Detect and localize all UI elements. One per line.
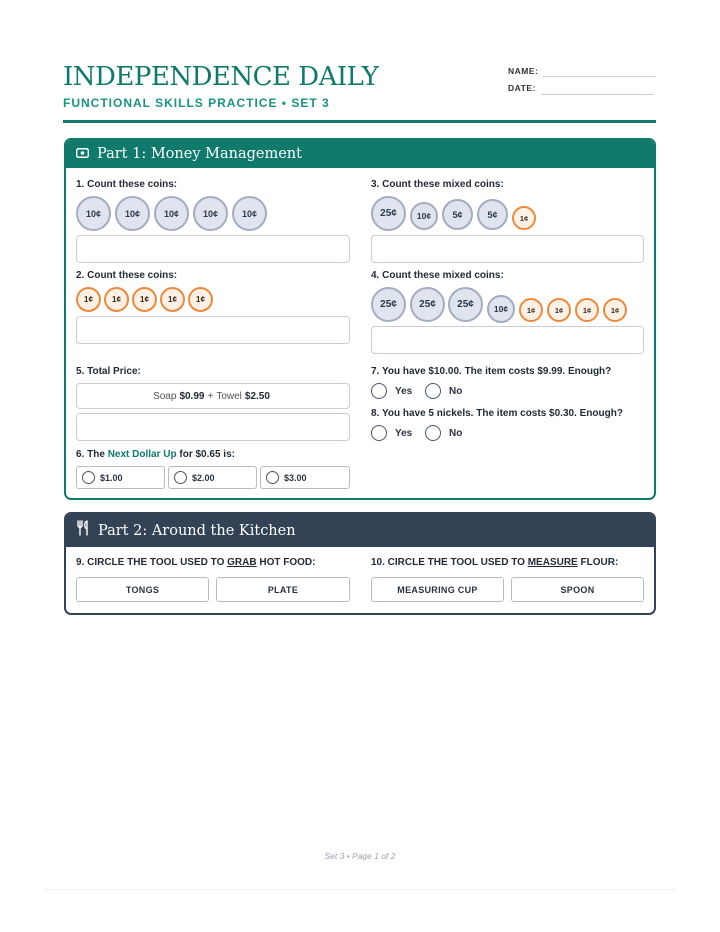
question-5-label: 5. Total Price: [76, 366, 141, 377]
coin-dime: 10¢ [115, 196, 150, 231]
coin-penny: 1¢ [512, 206, 536, 230]
keyword: MEASURE [527, 557, 578, 568]
coin-quarter: 25¢ [448, 287, 483, 322]
tool-option-plate[interactable]: PLATE [216, 577, 350, 602]
coin-quarter: 25¢ [371, 196, 406, 231]
item-name: Towel [216, 390, 242, 402]
answer-box-q4[interactable] [371, 326, 644, 354]
choice-option[interactable]: $2.00 [168, 466, 257, 489]
yes-option[interactable]: Yes [371, 383, 412, 399]
answer-box-q1[interactable] [76, 235, 350, 263]
coin-penny: 1¢ [160, 287, 185, 312]
coin-nickel: 5¢ [442, 199, 473, 230]
no-option[interactable]: No [425, 425, 462, 441]
coin-dime: 10¢ [487, 295, 515, 323]
item-price: $2.50 [244, 390, 270, 402]
worksheet-title: INDEPENDENCE DAILY [63, 62, 379, 92]
question-8-label: 8. You have 5 nickels. The item costs $0.30. Enough? [371, 408, 623, 419]
coin-penny: 1¢ [76, 287, 101, 312]
keyword: GRAB [227, 557, 257, 568]
coin-nickel: 5¢ [477, 199, 508, 230]
radio-icon [371, 383, 387, 399]
question-2-label: 2. Count these coins: [76, 270, 178, 281]
item-name: Soap [153, 390, 177, 402]
question-6-label: 6. The Next Dollar Up for $0.65 is: [76, 449, 235, 460]
date-field[interactable] [541, 94, 654, 95]
radio-icon [425, 425, 441, 441]
tool-option-tongs[interactable]: TONGS [76, 577, 209, 602]
page-footer: Set 3 • Page 1 of 2 [324, 851, 396, 861]
highlight-term: Next Dollar Up [107, 449, 177, 460]
coin-penny: 1¢ [519, 298, 543, 322]
coin-penny: 1¢ [132, 287, 157, 312]
answer-box-q2[interactable] [76, 316, 350, 344]
question-3-label: 3. Count these mixed coins: [371, 179, 504, 190]
answer-box-q5[interactable] [76, 413, 350, 441]
question-10-label: 10. CIRCLE THE TOOL USED TO MEASURE FLOUR: [371, 557, 619, 568]
coin-dime: 10¢ [76, 196, 111, 231]
coin-penny: 1¢ [603, 298, 627, 322]
radio-icon [82, 471, 95, 484]
part1-header [66, 140, 654, 168]
price-display [76, 383, 350, 409]
plus-sign: + [207, 390, 214, 402]
coin-penny: 1¢ [104, 287, 129, 312]
footer-divider [44, 889, 676, 890]
coin-dime: 10¢ [193, 196, 228, 231]
utensils-icon [76, 520, 90, 541]
no-option[interactable]: No [425, 383, 462, 399]
money-icon [76, 145, 89, 163]
radio-icon [174, 471, 187, 484]
coin-penny: 1¢ [547, 298, 571, 322]
worksheet-subtitle: FUNCTIONAL SKILLS PRACTICE • SET 3 [63, 96, 330, 110]
header-divider [63, 120, 656, 123]
radio-icon [266, 471, 279, 484]
tool-option-spoon[interactable]: SPOON [511, 577, 644, 602]
radio-icon [425, 383, 441, 399]
name-label: NAME: [508, 66, 539, 76]
choice-option[interactable]: $1.00 [76, 466, 165, 489]
yes-option[interactable]: Yes [371, 425, 412, 441]
radio-icon [371, 425, 387, 441]
question-7-label: 7. You have $10.00. The item costs $9.99. Enough? [371, 366, 612, 377]
tool-option-measuring-cup[interactable]: MEASURING CUP [371, 577, 504, 602]
part2-header [66, 514, 654, 547]
coin-dime: 10¢ [410, 202, 438, 230]
coin-quarter: 25¢ [410, 287, 445, 322]
part1-title: Part 1: Money Management [97, 146, 302, 162]
question-1-label: 1. Count these coins: [76, 179, 178, 190]
question-9-label: 9. CIRCLE THE TOOL USED TO GRAB HOT FOOD: [76, 557, 316, 568]
choice-option[interactable]: $3.00 [260, 466, 350, 489]
name-field[interactable] [543, 76, 656, 77]
item-price: $0.99 [179, 390, 205, 402]
coin-dime: 10¢ [154, 196, 189, 231]
coin-penny: 1¢ [188, 287, 213, 312]
answer-box-q3[interactable] [371, 235, 644, 263]
question-4-label: 4. Count these mixed coins: [371, 270, 504, 281]
coin-quarter: 25¢ [371, 287, 406, 322]
coin-dime: 10¢ [232, 196, 267, 231]
date-label: DATE: [508, 83, 536, 93]
coin-penny: 1¢ [575, 298, 599, 322]
part2-title: Part 2: Around the Kitchen [98, 522, 296, 539]
